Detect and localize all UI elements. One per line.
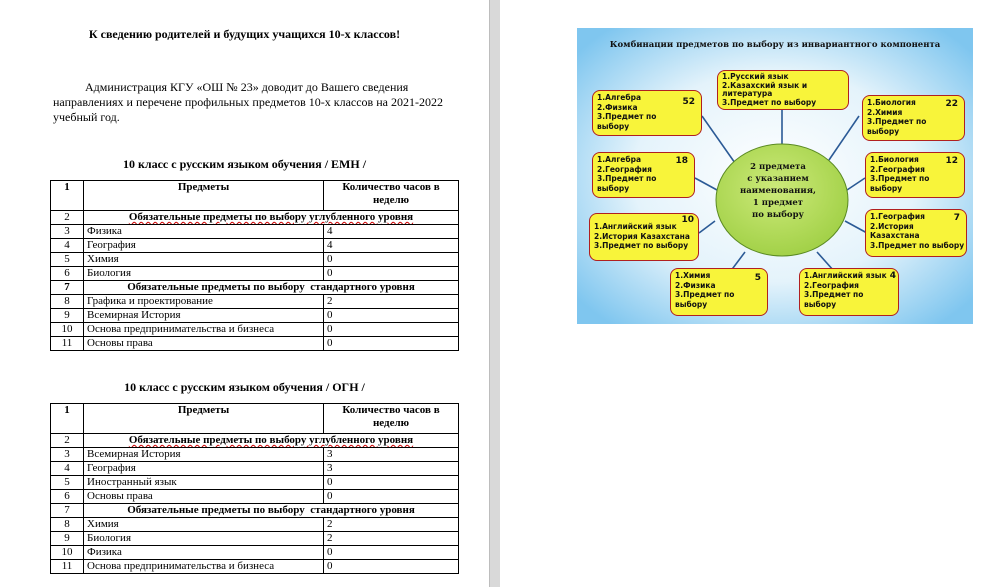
row-subject: География bbox=[84, 239, 324, 253]
table-row bbox=[51, 225, 459, 239]
combo-count: 7 bbox=[953, 213, 960, 223]
header-hours: Количество часов в неделю bbox=[324, 181, 459, 211]
row-hours: 4 bbox=[324, 239, 459, 253]
table-row bbox=[51, 532, 459, 546]
row-subject: Биология bbox=[84, 267, 324, 281]
row-num: 5 bbox=[51, 476, 84, 490]
combo-line: 1.Химия bbox=[675, 271, 711, 280]
combo-count: 10 bbox=[681, 215, 694, 225]
combo-box bbox=[865, 152, 965, 198]
row-num: 8 bbox=[51, 295, 84, 309]
row-hours: 3 bbox=[324, 462, 459, 476]
header-subjects: Предметы bbox=[84, 181, 324, 211]
table-row bbox=[51, 267, 459, 281]
combo-line: 2.История Казахстана bbox=[594, 231, 690, 241]
row-hours: 2 bbox=[324, 295, 459, 309]
table-header-row bbox=[51, 404, 459, 434]
row-num: 11 bbox=[51, 560, 84, 574]
combo-box bbox=[865, 209, 967, 257]
row-hours: 2 bbox=[324, 518, 459, 532]
row-num: 6 bbox=[51, 490, 84, 504]
row-num: 10 bbox=[51, 546, 84, 560]
combo-line: 2.Физика bbox=[597, 102, 638, 112]
combo-box bbox=[592, 90, 702, 136]
table-row bbox=[51, 295, 459, 309]
combo-line: 2.География bbox=[870, 164, 925, 174]
group-num: 2 bbox=[51, 211, 84, 225]
center-line: с указанием bbox=[747, 174, 809, 184]
combo-line: 3.Предмет по выбору bbox=[594, 241, 689, 251]
combo-line: 3.Предмет по bbox=[675, 290, 735, 300]
row-hours: 0 bbox=[324, 309, 459, 323]
header-hours: Количество часов в неделю bbox=[324, 404, 459, 434]
document-title: К сведению родителей и будущих учащихся 10-х классов! bbox=[88, 27, 401, 41]
combo-line: выбору bbox=[867, 126, 900, 136]
combo-line: 1.Биология bbox=[870, 155, 919, 164]
combo-line: 1.Русский язык bbox=[722, 72, 789, 81]
row-subject: География bbox=[84, 462, 324, 476]
row-num: 4 bbox=[51, 462, 84, 476]
row-num: 3 bbox=[51, 225, 84, 239]
combo-line: 3.Предмет по bbox=[597, 174, 657, 184]
subjects-table-ogn bbox=[50, 403, 459, 574]
combo-box bbox=[862, 95, 965, 141]
row-num: 8 bbox=[51, 518, 84, 532]
row-hours: 0 bbox=[324, 267, 459, 281]
center-line: наименования, bbox=[740, 186, 816, 196]
row-hours: 0 bbox=[324, 546, 459, 560]
row-subject: Основы права bbox=[84, 337, 324, 351]
row-subject: Всемирная История bbox=[84, 309, 324, 323]
combo-line: 1.Английский язык bbox=[804, 271, 887, 280]
table-row bbox=[51, 323, 459, 337]
combo-line: 2.География bbox=[804, 280, 859, 290]
combo-count: 52 bbox=[682, 97, 695, 107]
combo-line: 1.Алгебра bbox=[597, 93, 642, 102]
row-hours: 0 bbox=[324, 323, 459, 337]
row-num: 11 bbox=[51, 337, 84, 351]
group-num: 7 bbox=[51, 504, 84, 518]
document-page-left bbox=[0, 0, 489, 587]
subject-combinations-diagram bbox=[577, 28, 973, 324]
combo-line: 2.Химия bbox=[867, 107, 903, 117]
center-line: 2 предмета bbox=[750, 162, 806, 172]
row-hours: 0 bbox=[324, 253, 459, 267]
row-subject: Биология bbox=[84, 532, 324, 546]
row-hours: 0 bbox=[324, 337, 459, 351]
row-hours: 0 bbox=[324, 560, 459, 574]
combo-line: 2.Физика bbox=[675, 280, 716, 290]
combo-count: 18 bbox=[675, 156, 688, 166]
table-row bbox=[51, 253, 459, 267]
table-row bbox=[51, 462, 459, 476]
combo-line: выбору bbox=[675, 299, 708, 309]
row-num: 9 bbox=[51, 309, 84, 323]
combo-line: литература bbox=[722, 89, 773, 99]
row-subject: Иностранный язык bbox=[84, 476, 324, 490]
table2-title: 10 класс с русским языком обучения / ОГН / bbox=[124, 380, 365, 394]
header-subjects: Предметы bbox=[84, 404, 324, 434]
table-row bbox=[51, 309, 459, 323]
table-row bbox=[51, 490, 459, 504]
combo-box bbox=[589, 213, 699, 261]
row-num: 6 bbox=[51, 267, 84, 281]
group-label-text: Обязательные предметы по выбору углубленного уровня bbox=[128, 434, 414, 446]
combo-box bbox=[717, 70, 849, 110]
center-line: по выбору bbox=[751, 210, 804, 220]
table-row bbox=[51, 239, 459, 253]
table-row bbox=[51, 560, 459, 574]
row-num: 9 bbox=[51, 532, 84, 546]
combo-count: 4 bbox=[889, 271, 896, 281]
group-label bbox=[84, 211, 459, 225]
combo-line: 1.Биология bbox=[867, 98, 916, 107]
row-num: 4 bbox=[51, 239, 84, 253]
row-subject: Химия bbox=[84, 253, 324, 267]
intro-paragraph: Администрация КГУ «ОШ № 23» доводит до Вашего сведения направлениях и перечене профильных предметов 10-х классов на 2021-2022 учебный год. bbox=[53, 80, 443, 124]
combo-line: Казахстана bbox=[870, 231, 920, 241]
group-num: 7 bbox=[51, 281, 84, 295]
diagram-title: Комбинации предметов по выбору из инвариантного компонента bbox=[609, 40, 941, 50]
page-gutter bbox=[489, 0, 500, 587]
combo-line: 3.Предмет по bbox=[597, 112, 657, 122]
combo-line: 3.Предмет по bbox=[870, 174, 930, 184]
combo-line: выбору bbox=[804, 299, 837, 309]
combo-line: выбору bbox=[597, 183, 630, 193]
table-row bbox=[51, 448, 459, 462]
center-label bbox=[717, 161, 839, 221]
combo-line: 3.Предмет по выбору bbox=[870, 240, 965, 250]
header-num: 1 bbox=[51, 404, 84, 434]
row-subject: Основа предпринимательства и бизнеса bbox=[84, 560, 324, 574]
center-line: 1 предмет bbox=[752, 198, 804, 208]
row-hours: 2 bbox=[324, 532, 459, 546]
combo-box bbox=[799, 268, 899, 316]
group-row bbox=[51, 504, 459, 518]
row-subject: Основа предпринимательства и бизнеса bbox=[84, 323, 324, 337]
row-hours: 0 bbox=[324, 476, 459, 490]
combo-line: выбору bbox=[597, 121, 630, 131]
table-row bbox=[51, 476, 459, 490]
group-label bbox=[84, 434, 459, 448]
row-hours: 0 bbox=[324, 490, 459, 504]
row-subject: Физика bbox=[84, 225, 324, 239]
combo-count: 22 bbox=[945, 99, 958, 109]
row-num: 5 bbox=[51, 253, 84, 267]
combo-line: 1.Английский язык bbox=[594, 222, 677, 231]
row-num: 10 bbox=[51, 323, 84, 337]
combo-line: 1.География bbox=[870, 212, 925, 221]
row-subject: Химия bbox=[84, 518, 324, 532]
combo-box bbox=[670, 268, 768, 316]
row-num: 3 bbox=[51, 448, 84, 462]
combo-line: 2.История bbox=[870, 221, 914, 231]
combo-line: 2.География bbox=[597, 164, 652, 174]
row-hours: 3 bbox=[324, 448, 459, 462]
combo-count: 12 bbox=[945, 156, 958, 166]
table-header-row bbox=[51, 181, 459, 211]
combo-line: 3.Предмет по bbox=[867, 117, 927, 127]
group-row bbox=[51, 434, 459, 448]
row-hours: 4 bbox=[324, 225, 459, 239]
row-subject: Графика и проектирование bbox=[84, 295, 324, 309]
group-num: 2 bbox=[51, 434, 84, 448]
combo-count: 5 bbox=[754, 273, 761, 283]
table-row bbox=[51, 546, 459, 560]
table1-title: 10 класс с русским языком обучения / ЕМН / bbox=[122, 157, 367, 171]
combo-line: 3.Предмет по bbox=[804, 290, 864, 300]
group-row bbox=[51, 281, 459, 295]
group-label-text: Обязательные предметы по выбору углубленного уровня bbox=[128, 211, 414, 223]
subjects-table-emn bbox=[50, 180, 459, 351]
combo-box bbox=[592, 152, 695, 198]
combo-line: выбору bbox=[870, 183, 903, 193]
table-row bbox=[51, 518, 459, 532]
combo-line: 3.Предмет по выбору bbox=[722, 97, 817, 107]
row-subject: Всемирная История bbox=[84, 448, 324, 462]
row-subject: Физика bbox=[84, 546, 324, 560]
table-row bbox=[51, 337, 459, 351]
combo-line: 1.Алгебра bbox=[597, 155, 642, 164]
combo-line: 2.Казахский язык и bbox=[722, 80, 808, 90]
row-subject: Основы права bbox=[84, 490, 324, 504]
group-label: Обязательные предметы по выбору стандартного уровня bbox=[84, 281, 459, 295]
group-label: Обязательные предметы по выбору стандартного уровня bbox=[84, 504, 459, 518]
header-num: 1 bbox=[51, 181, 84, 211]
group-row bbox=[51, 211, 459, 225]
